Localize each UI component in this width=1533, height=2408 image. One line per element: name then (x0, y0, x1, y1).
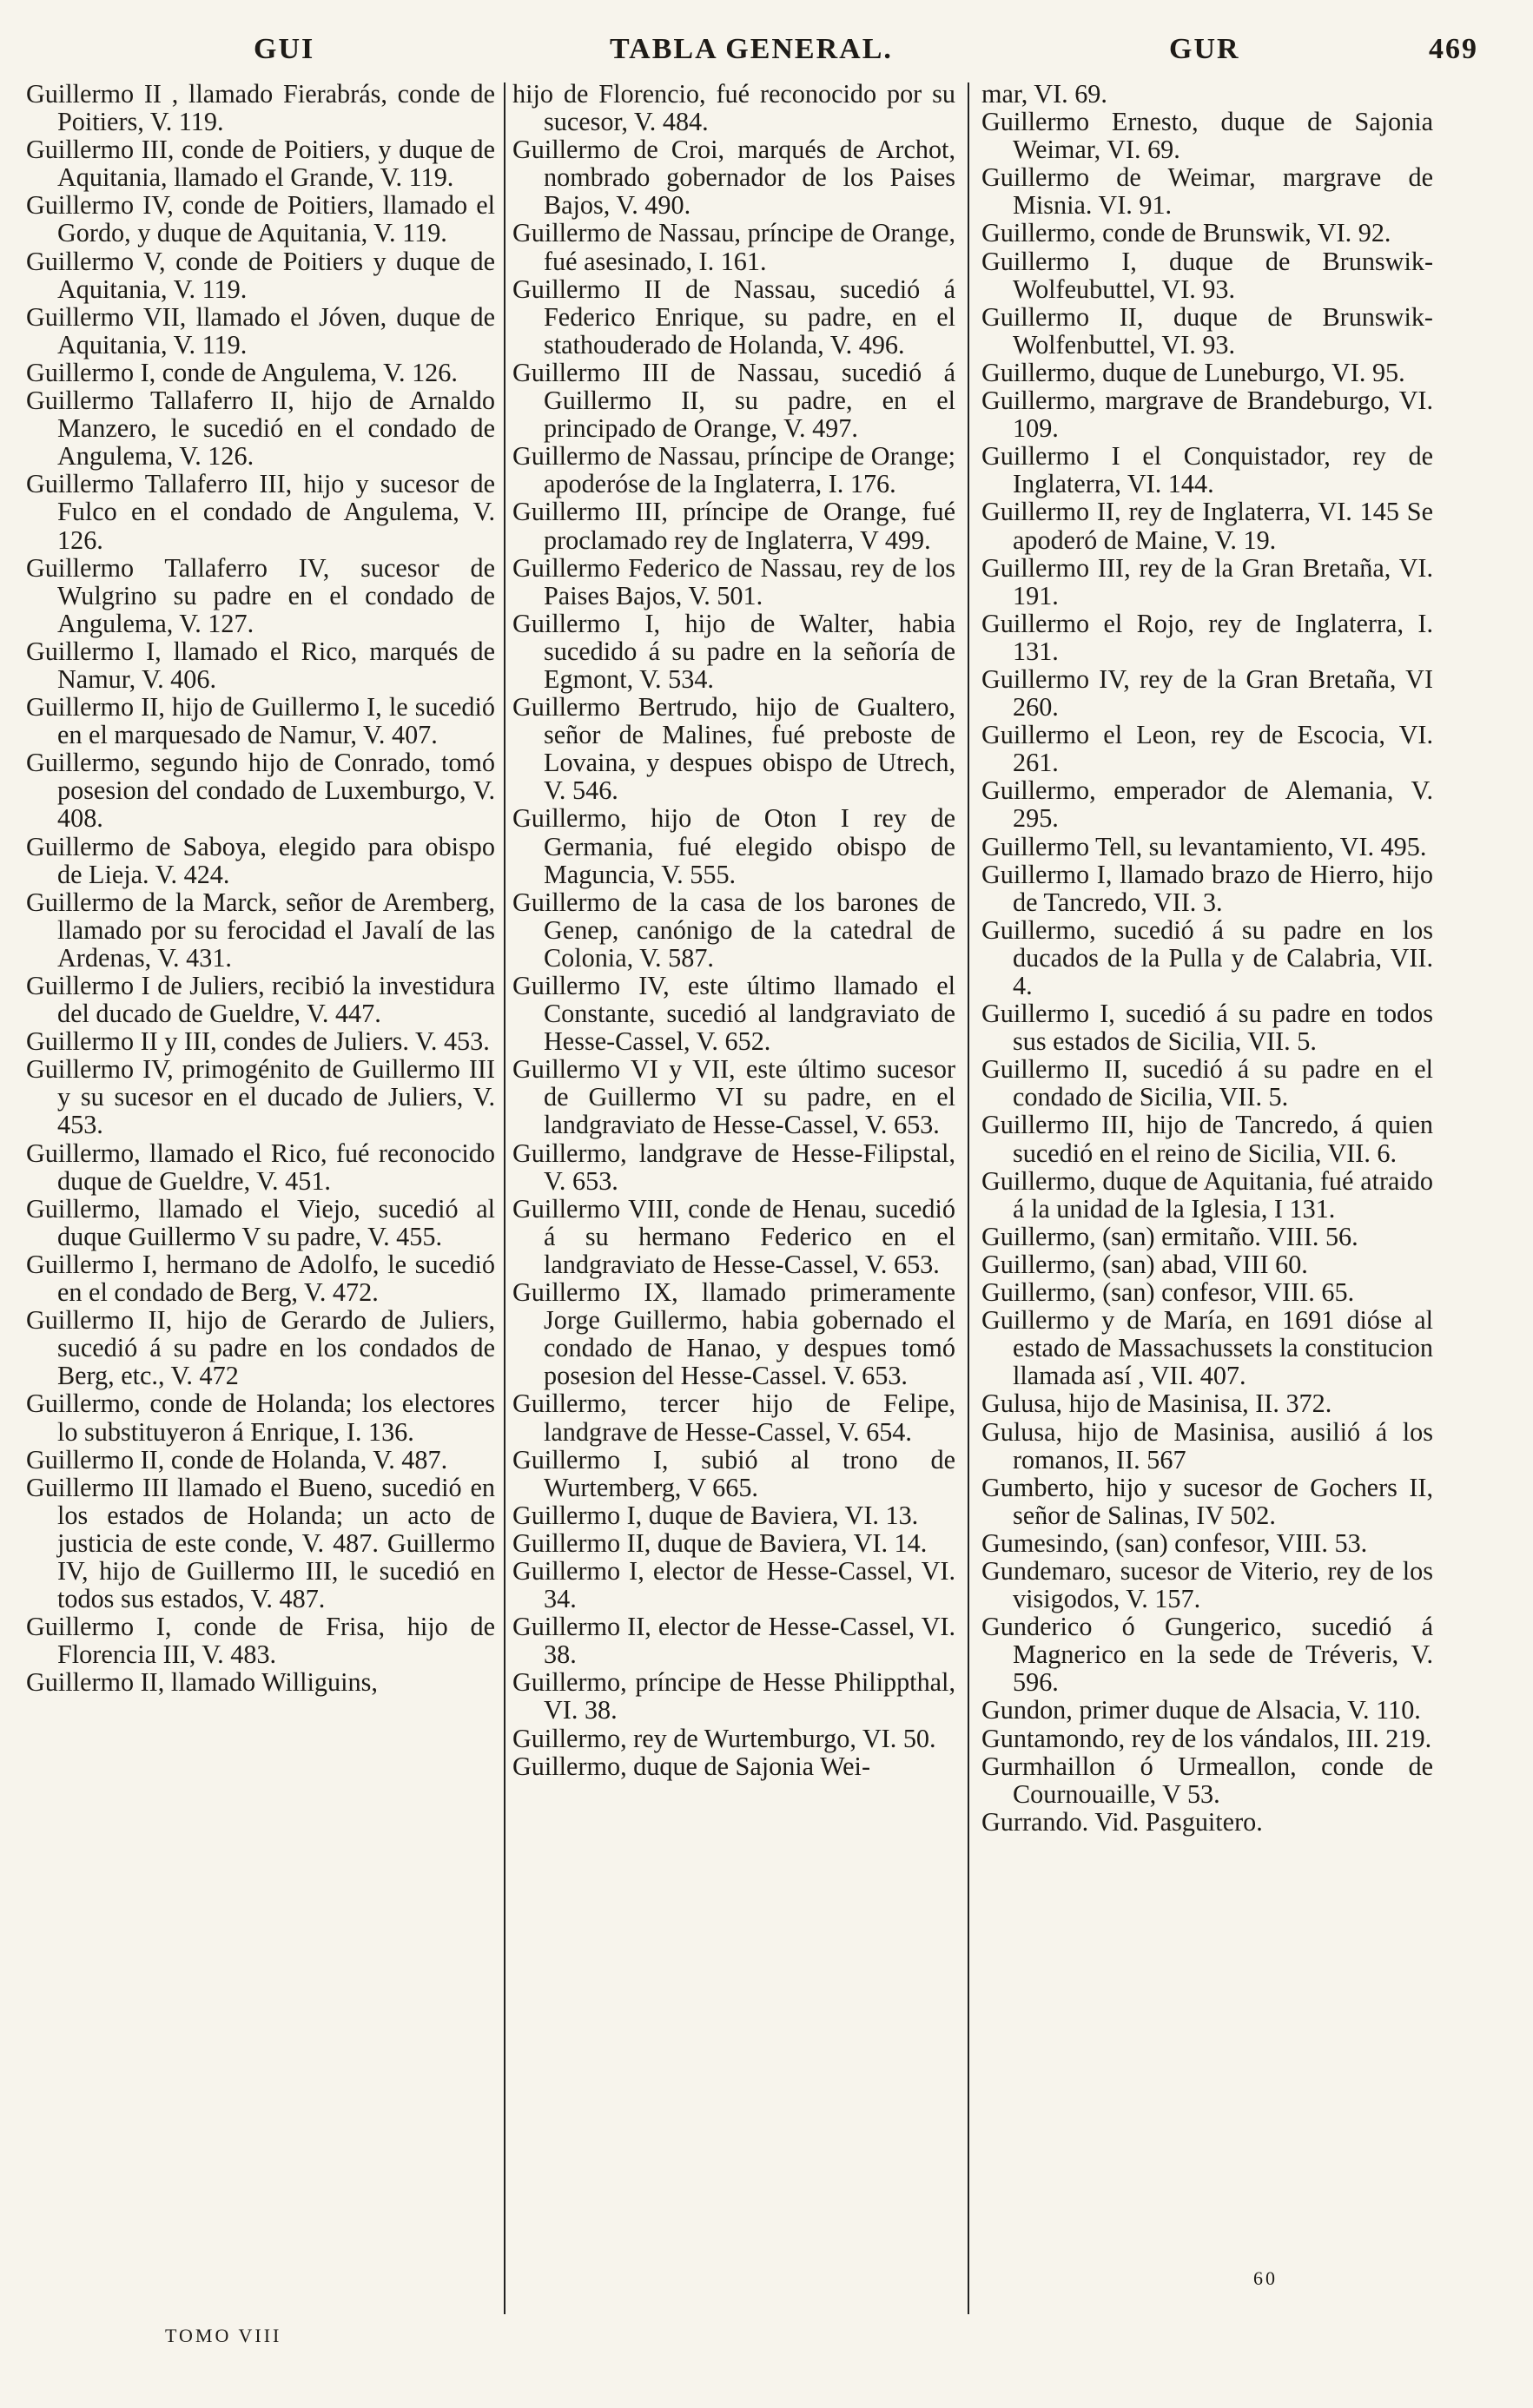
index-entry: Guillermo IV, conde de Poitiers, llamado el Gordo, y duque de Aquitania, V. 119. (26, 190, 495, 248)
index-entry: Guillermo IV, primogénito de Guillermo III y su sucesor en el ducado de Juliers, V. 453. (26, 1054, 495, 1140)
column-3 (981, 80, 1433, 2312)
index-entry: Guillermo, llamado el Viejo, sucedió al duque Guillermo V su padre, V. 455. (26, 1193, 495, 1251)
index-entry: Guillermo IV, este último llamado el Constante, sucedió al landgraviato de Hesse-Cassel, V. 652. (512, 971, 955, 1057)
index-entry: Guillermo I, conde de Frisa, hijo de Florencia III, V. 483. (26, 1612, 495, 1670)
index-entry: Guillermo II de Nassau, sucedió á Federico Enrique, su padre, en el stathouderado de Holanda, V. 496. (512, 274, 955, 360)
index-entry: Guillermo, tercer hijo de Felipe, landgrave de Hesse-Cassel, V. 654. (512, 1389, 955, 1447)
index-entry: Guillermo I de Juliers, recibió la investidura del ducado de Gueldre, V. 447. (26, 971, 495, 1029)
column-2 (512, 80, 955, 2312)
index-entry: Guillermo I, llamado brazo de Hierro, hijo de Tancredo, VII. 3. (981, 859, 1433, 917)
index-entry: Guillermo I, sucedió á su padre en todos sus estados de Sicilia, VII. 5. (981, 999, 1433, 1057)
index-entry: Guillermo Tallaferro II, hijo de Arnaldo Manzero, le sucedió en el condado de Angulema, V. 126. (26, 386, 495, 472)
index-entry: Guillermo, duque de Sajonia Wei- (512, 1751, 870, 1781)
header-right-keyword: GUR (1169, 33, 1240, 65)
index-entry: Gumesindo, (san) confesor, VIII. 53. (981, 1527, 1368, 1558)
index-entry: Guillermo I el Conquistador, rey de Inglaterra, VI. 144. (981, 441, 1433, 499)
index-entry: Guillermo II, hijo de Gerardo de Juliers, sucedió á su padre en los condados de Berg, etc., V. 472 (26, 1305, 495, 1391)
index-entry: Gulusa, hijo de Masinisa, ausilió á los romanos, II. 567 (981, 1416, 1433, 1474)
index-entry: Guillermo II, llamado Williguins, (26, 1667, 378, 1698)
index-entry: Guillermo de la Marck, señor de Aremberg, llamado por su ferocidad el Javalí de las Ardenas, V. 431. (26, 887, 495, 973)
index-entry: Guillermo, rey de Wurtemburgo, VI. 50. (512, 1723, 936, 1753)
index-entry: Gurrando. Vid. Pasguitero. (981, 1806, 1263, 1837)
index-entry: Guillermo V, conde de Poitiers y duque de Aquitania, V. 119. (26, 246, 495, 304)
index-entry: Guillermo, segundo hijo de Conrado, tomó posesion del condado de Luxemburgo, V. 408. (26, 748, 495, 834)
index-entry: Guillermo III llamado el Bueno, sucedió en los estados de Holanda; un acto de justicia de este conde, V. 487. Guillermo IV, hijo de Guillermo III, le sucedió en todos sus estados, V. 487. (26, 1472, 495, 1614)
index-entry: Guillermo de Nassau, príncipe de Orange, fué asesinado, I. 161. (512, 218, 955, 276)
index-entry: Guillermo II, duque de Baviera, VI. 14. (512, 1527, 928, 1558)
index-entry: Guillermo, duque de Luneburgo, VI. 95. (981, 357, 1405, 387)
index-entry: Guillermo, llamado el Rico, fué reconocido duque de Gueldre, V. 451. (26, 1138, 495, 1196)
index-entry: mar, VI. 69. (981, 80, 1107, 109)
volume-footer: TOMO VIII (165, 2325, 282, 2346)
index-entry: Guillermo III, conde de Poitiers, y duque de Aquitania, llamado el Grande, V. 119. (26, 135, 495, 193)
index-entry: Guillermo VII, llamado el Jóven, duque de Aquitania, V. 119. (26, 301, 495, 360)
index-entry: Gunderico ó Gungerico, sucedió á Magnerico en la sede de Tréveris, V. 596. (981, 1612, 1433, 1698)
signature-mark: 60 (1253, 2267, 1278, 2289)
header-left-keyword: GUI (254, 33, 315, 65)
index-entry: Guillermo, emperador de Alemania, V. 295. (981, 775, 1433, 834)
index-entry: Guillermo el Leon, rey de Escocia, VI. 261. (981, 720, 1433, 778)
index-entry: Guillermo, margrave de Brandeburgo, VI. 109. (981, 386, 1433, 444)
index-entry: Guillermo, conde de Brunswik, VI. 92. (981, 218, 1391, 248)
index-entry: Guillermo Bertrudo, hijo de Gualtero, señor de Malines, fué preboste de Lovaina, y despues obispo de Utrech, V. 546. (512, 692, 955, 806)
index-entry: Guillermo I, duque de Baviera, VI. 13. (512, 1500, 919, 1530)
index-entry: hijo de Florencio, fué reconocido por su sucesor, V. 484. (512, 80, 955, 137)
index-entry: Guillermo III, rey de la Gran Bretaña, VI. 191. (981, 552, 1433, 610)
index-entry: Guillermo IV, rey de la Gran Bretaña, VI 260. (981, 663, 1433, 722)
index-entry: Gundemaro, sucesor de Viterio, rey de los visigodos, V. 157. (981, 1555, 1433, 1614)
index-entry: Guillermo, hijo de Oton I rey de Germania, fué elegido obispo de Maguncia, V. 555. (512, 803, 955, 889)
index-entry: Guillermo de Nassau, príncipe de Orange; apoderóse de la Inglaterra, I. 176. (512, 441, 955, 499)
index-entry: Guillermo II, elector de Hesse-Cassel, VI. 38. (512, 1612, 955, 1670)
column-divider-2 (968, 82, 969, 2314)
index-entry: Guillermo II, sucedió á su padre en el condado de Sicilia, VII. 5. (981, 1054, 1433, 1112)
index-entry: Guillermo de Croi, marqués de Archot, nombrado gobernador de los Paises Bajos, V. 490. (512, 135, 955, 221)
index-entry: Guillermo y de María, en 1691 dióse al estado de Massachussets la constitucion llamada así , VII. 407. (981, 1305, 1433, 1391)
index-entry: Guntamondo, rey de los vándalos, III. 219. (981, 1723, 1432, 1753)
index-entry: Guillermo VIII, conde de Henau, sucedió á su hermano Federico en el landgraviato de Hesse-Cassel, V. 653. (512, 1193, 955, 1279)
index-entry: Guillermo II, duque de Brunswik-Wolfenbuttel, VI. 93. (981, 301, 1433, 360)
index-entry: Guillermo II y III, condes de Juliers. V. 453. (26, 1026, 490, 1057)
index-entry: Guillermo II, hijo de Guillermo I, le sucedió en el marquesado de Namur, V. 407. (26, 692, 495, 750)
column-divider-1 (504, 82, 505, 2314)
index-entry: Guillermo, (san) abad, VIII 60. (981, 1249, 1308, 1279)
index-entry: Guillermo III de Nassau, sucedió á Guillermo II, su padre, en el principado de Orange, V. 497. (512, 357, 955, 444)
index-entry: Guillermo de la casa de los barones de Genep, canónigo de la catedral de Colonia, V. 587. (512, 887, 955, 973)
index-entry: Guillermo I, elector de Hesse-Cassel, VI. 34. (512, 1555, 955, 1614)
index-entry: Guillermo Tallaferro III, hijo y sucesor de Fulco en el condado de Angulema, V. 126. (26, 469, 495, 555)
index-entry: Guillermo Tell, su levantamiento, VI. 495. (981, 831, 1427, 861)
index-entry: Guillermo II, conde de Holanda, V. 487. (26, 1444, 448, 1474)
index-entry: Guillermo I, conde de Angulema, V. 126. (26, 357, 458, 387)
index-entry: Guillermo III, hijo de Tancredo, á quien sucedió en el reino de Sicilia, VII. 6. (981, 1110, 1433, 1168)
index-entry: Gundon, primer duque de Alsacia, V. 110. (981, 1695, 1421, 1725)
index-entry: Guillermo, príncipe de Hesse Philippthal, VI. 38. (512, 1667, 955, 1725)
index-entry: Guillermo VI y VII, este último sucesor de Guillermo VI su padre, en el landgraviato de Hesse-Cassel, V. 653. (512, 1054, 955, 1140)
index-entry: Gurmhaillon ó Urmeallon, conde de Cournouaille, V 53. (981, 1751, 1433, 1809)
index-entry: Guillermo I, duque de Brunswik-Wolfeubuttel, VI. 93. (981, 246, 1433, 304)
index-entry: Guillermo Federico de Nassau, rey de los Paises Bajos, V. 501. (512, 552, 955, 610)
index-entry: Guillermo, (san) ermitaño. VIII. 56. (981, 1221, 1358, 1251)
index-entry: Gulusa, hijo de Masinisa, II. 372. (981, 1389, 1332, 1419)
index-entry: Guillermo II , llamado Fierabrás, conde de Poitiers, V. 119. (26, 80, 495, 137)
index-entry: Guillermo IX, llamado primeramente Jorge Guillermo, habia gobernado el condado de Hanao, y despues tomó posesion del Hesse-Cassel. V. 653. (512, 1277, 955, 1391)
index-entry: Gumberto, hijo y sucesor de Gochers II, señor de Salinas, IV 502. (981, 1472, 1433, 1530)
index-entry: Guillermo el Rojo, rey de Inglaterra, I. 131. (981, 608, 1433, 666)
index-entry: Guillermo de Weimar, margrave de Misnia. VI. 91. (981, 162, 1433, 221)
index-entry: Guillermo I, llamado el Rico, marqués de Namur, V. 406. (26, 636, 495, 694)
index-entry: Guillermo II, rey de Inglaterra, VI. 145 Se apoderó de Maine, V. 19. (981, 497, 1433, 555)
index-entry: Guillermo, conde de Holanda; los electores lo substituyeron á Enrique, I. 136. (26, 1389, 495, 1447)
index-entry: Guillermo, (san) confesor, VIII. 65. (981, 1277, 1355, 1308)
index-entry: Guillermo Ernesto, duque de Sajonia Weimar, VI. 69. (981, 107, 1433, 165)
index-entry: Guillermo, duque de Aquitania, fué atraido á la unidad de la Iglesia, I 131. (981, 1165, 1433, 1224)
index-entry: Guillermo, sucedió á su padre en los ducados de la Pulla y de Calabria, VII. 4. (981, 914, 1433, 1000)
column-1 (26, 80, 495, 2312)
index-entry: Guillermo III, príncipe de Orange, fué proclamado rey de Inglaterra, V 499. (512, 497, 955, 555)
header-title: TABLA GENERAL. (610, 33, 893, 65)
index-entry: Guillermo de Saboya, elegido para obispo de Lieja. V. 424. (26, 831, 495, 889)
index-entry: Guillermo I, hermano de Adolfo, le sucedió en el condado de Berg, V. 472. (26, 1249, 495, 1308)
index-entry: Guillermo I, subió al trono de Wurtemberg, V 665. (512, 1444, 955, 1502)
index-entry: Guillermo I, hijo de Walter, habia sucedido á su padre en la señoría de Egmont, V. 534. (512, 608, 955, 694)
index-entry: Guillermo Tallaferro IV, sucesor de Wulgrino su padre en el condado de Angulema, V. 127. (26, 552, 495, 638)
index-entry: Guillermo, landgrave de Hesse-Filipstal, V. 653. (512, 1138, 955, 1196)
page-number: 469 (1429, 33, 1478, 65)
